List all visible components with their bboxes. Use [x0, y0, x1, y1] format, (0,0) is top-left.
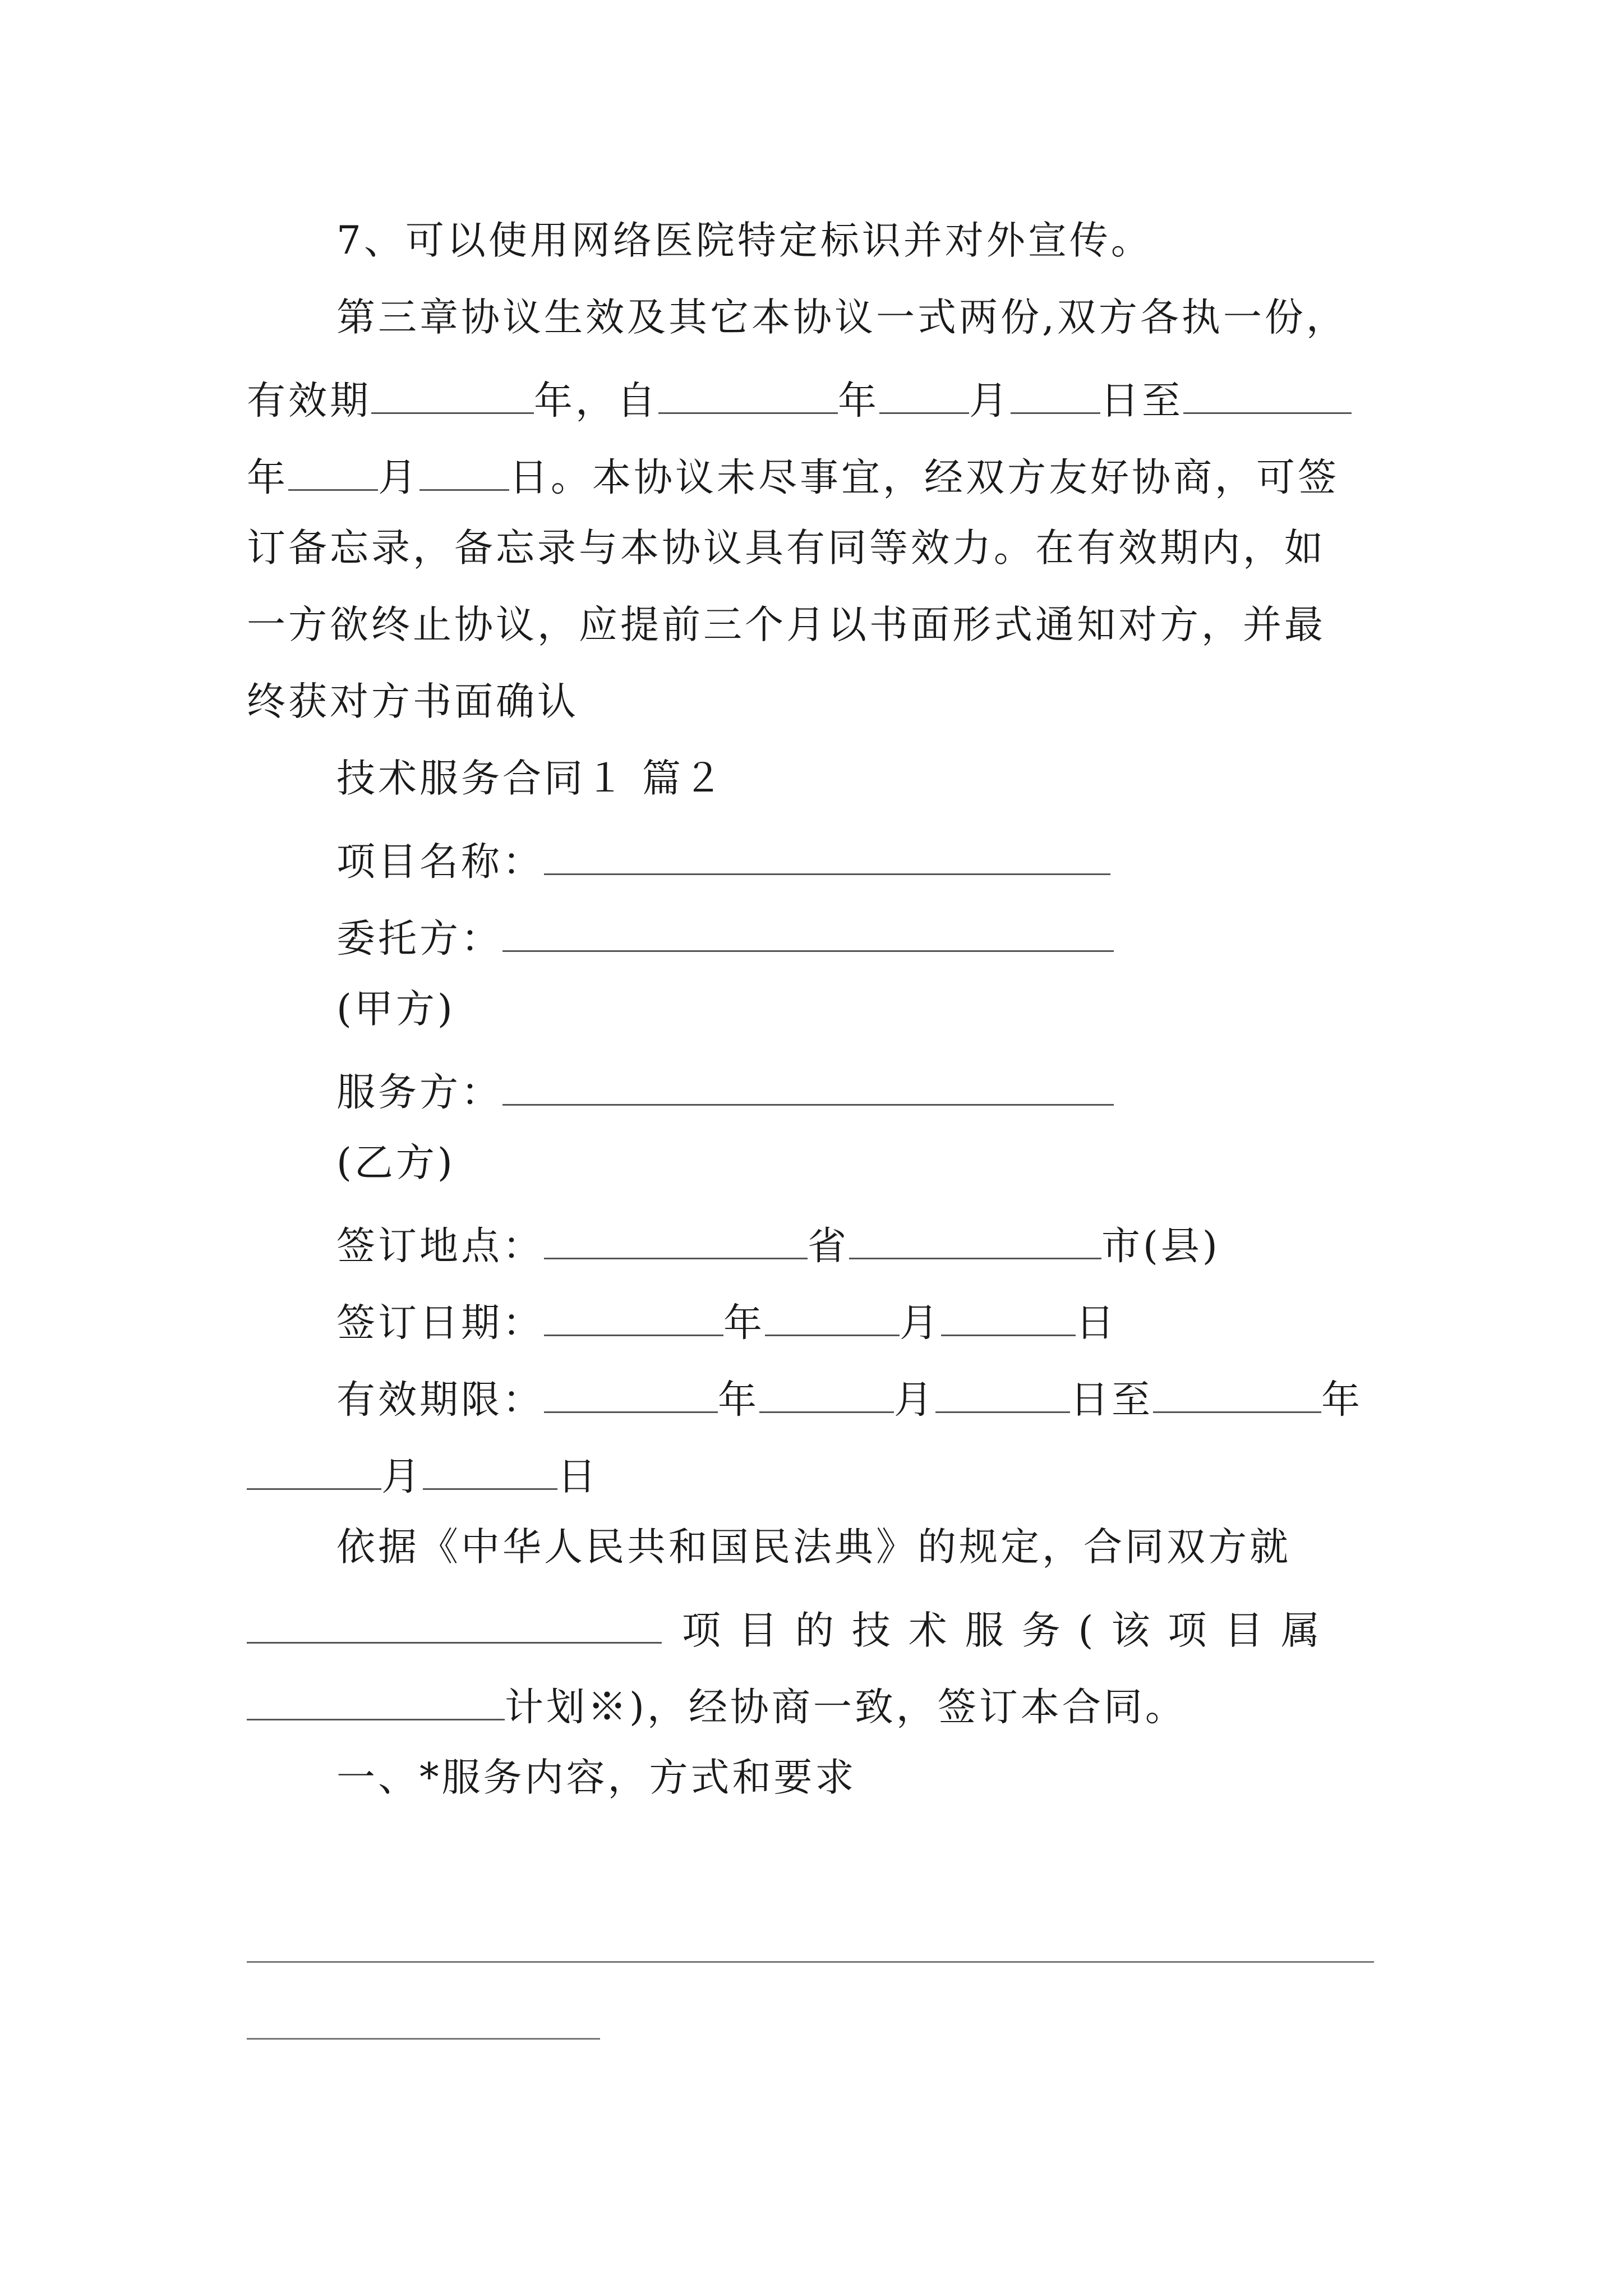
text-segment: 计划※)，经协商一致，签订本合同。: [505, 1685, 1187, 1730]
paragraph-line-5: 订备忘录，备忘录与本协议具有同等效力。在有效期内，如: [247, 526, 1326, 570]
text-segment: 日: [557, 1454, 599, 1499]
paragraph-line-19: [247, 1605, 1323, 1653]
paragraph-line-20: [247, 1682, 1187, 1730]
fill-blank: [765, 1297, 900, 1336]
service-provider-line: [336, 1067, 1114, 1115]
text-segment: 月: [894, 1377, 935, 1423]
signing-place-line: [336, 1221, 1220, 1269]
fill-blank: [544, 1374, 718, 1413]
fill-blank: [419, 452, 509, 491]
text-segment: 日至: [1070, 1377, 1153, 1423]
text-segment: 年: [838, 378, 879, 424]
text-segment: 年: [1321, 1377, 1363, 1423]
fill-blank: [544, 1297, 723, 1336]
field-label: 服务方：: [336, 1070, 502, 1115]
fill-blank: [502, 1067, 1114, 1106]
fill-blank-short: [247, 2038, 600, 2040]
fill-blank: [544, 836, 1110, 875]
fill-blank: [849, 1221, 1101, 1259]
text-segment: 日: [1076, 1300, 1117, 1346]
text-segment: 市(县): [1101, 1223, 1220, 1269]
paragraph-line-3: [247, 375, 1352, 424]
field-label: 签订日期：: [336, 1300, 544, 1346]
fill-blank: [371, 375, 534, 414]
fill-blank: [879, 375, 969, 414]
fill-blank: [247, 1451, 381, 1490]
fill-blank: [658, 375, 838, 414]
section-heading: 技术服务合同１ 篇２: [336, 756, 725, 801]
field-label: 有效期限：: [336, 1377, 544, 1423]
field-label: 签订地点：: [336, 1223, 544, 1269]
validity-period-line-cont: [247, 1451, 599, 1497]
fill-blank: [247, 1605, 662, 1644]
paragraph-line-7: 终获对方书面确认: [247, 679, 579, 724]
paragraph-line-6: 一方欲终止协议，应提前三个月以书面形式通知对方，并最: [247, 602, 1326, 647]
text-segment: 日至: [1100, 378, 1183, 424]
text-segment: 有效期: [247, 378, 371, 424]
fill-blank-long: [247, 1961, 1374, 1963]
paragraph-line-18: 依据《中华人民共和国民法典》的规定，合同双方就: [336, 1525, 1291, 1570]
section-one-heading: 一、*服务内容，方式和要求: [336, 1755, 857, 1800]
project-name-line: [336, 836, 1110, 885]
fill-blank: [1153, 1374, 1321, 1413]
fill-blank: [1183, 375, 1352, 414]
text-segment: 月: [900, 1300, 941, 1346]
text-segment: 年，自: [534, 378, 658, 424]
text-segment: 月: [378, 455, 419, 500]
fill-blank: [502, 913, 1114, 952]
fill-blank: [935, 1374, 1070, 1413]
text-segment: 年: [723, 1300, 765, 1346]
fill-blank: [423, 1451, 557, 1490]
fill-blank: [288, 452, 378, 491]
paragraph-line-2: 第三章协议生效及其它本协议一式两份,双方各执一份，: [336, 295, 1348, 340]
paragraph-line-1: 7、可以使用网络医院特定标识并对外宣传。: [336, 218, 1152, 263]
fill-blank: [759, 1374, 894, 1413]
signing-date-line: [336, 1297, 1117, 1346]
text-segment: 年: [247, 455, 288, 500]
client-line: [336, 913, 1114, 959]
field-label: 委托方：: [336, 916, 502, 961]
text-segment: 年: [718, 1377, 759, 1423]
validity-period-line: [336, 1374, 1363, 1423]
fill-blank: [1011, 375, 1100, 414]
text-segment: 项 目 的 技 术 服 务 ( 该 项 目 属: [682, 1608, 1323, 1653]
text-segment: 省: [808, 1223, 849, 1269]
text-segment: 月: [969, 378, 1011, 424]
party-b-label: (乙方): [336, 1140, 455, 1185]
field-label: 项目名称：: [336, 839, 544, 885]
fill-blank: [941, 1297, 1076, 1336]
party-a-label: (甲方): [336, 987, 455, 1032]
paragraph-line-4: [247, 452, 1339, 498]
text-segment: 月: [381, 1454, 423, 1499]
fill-blank: [247, 1682, 505, 1720]
fill-blank: [544, 1221, 808, 1259]
text-segment: 日。本协议未尽事宜，经双方友好协商，可签: [509, 455, 1339, 500]
